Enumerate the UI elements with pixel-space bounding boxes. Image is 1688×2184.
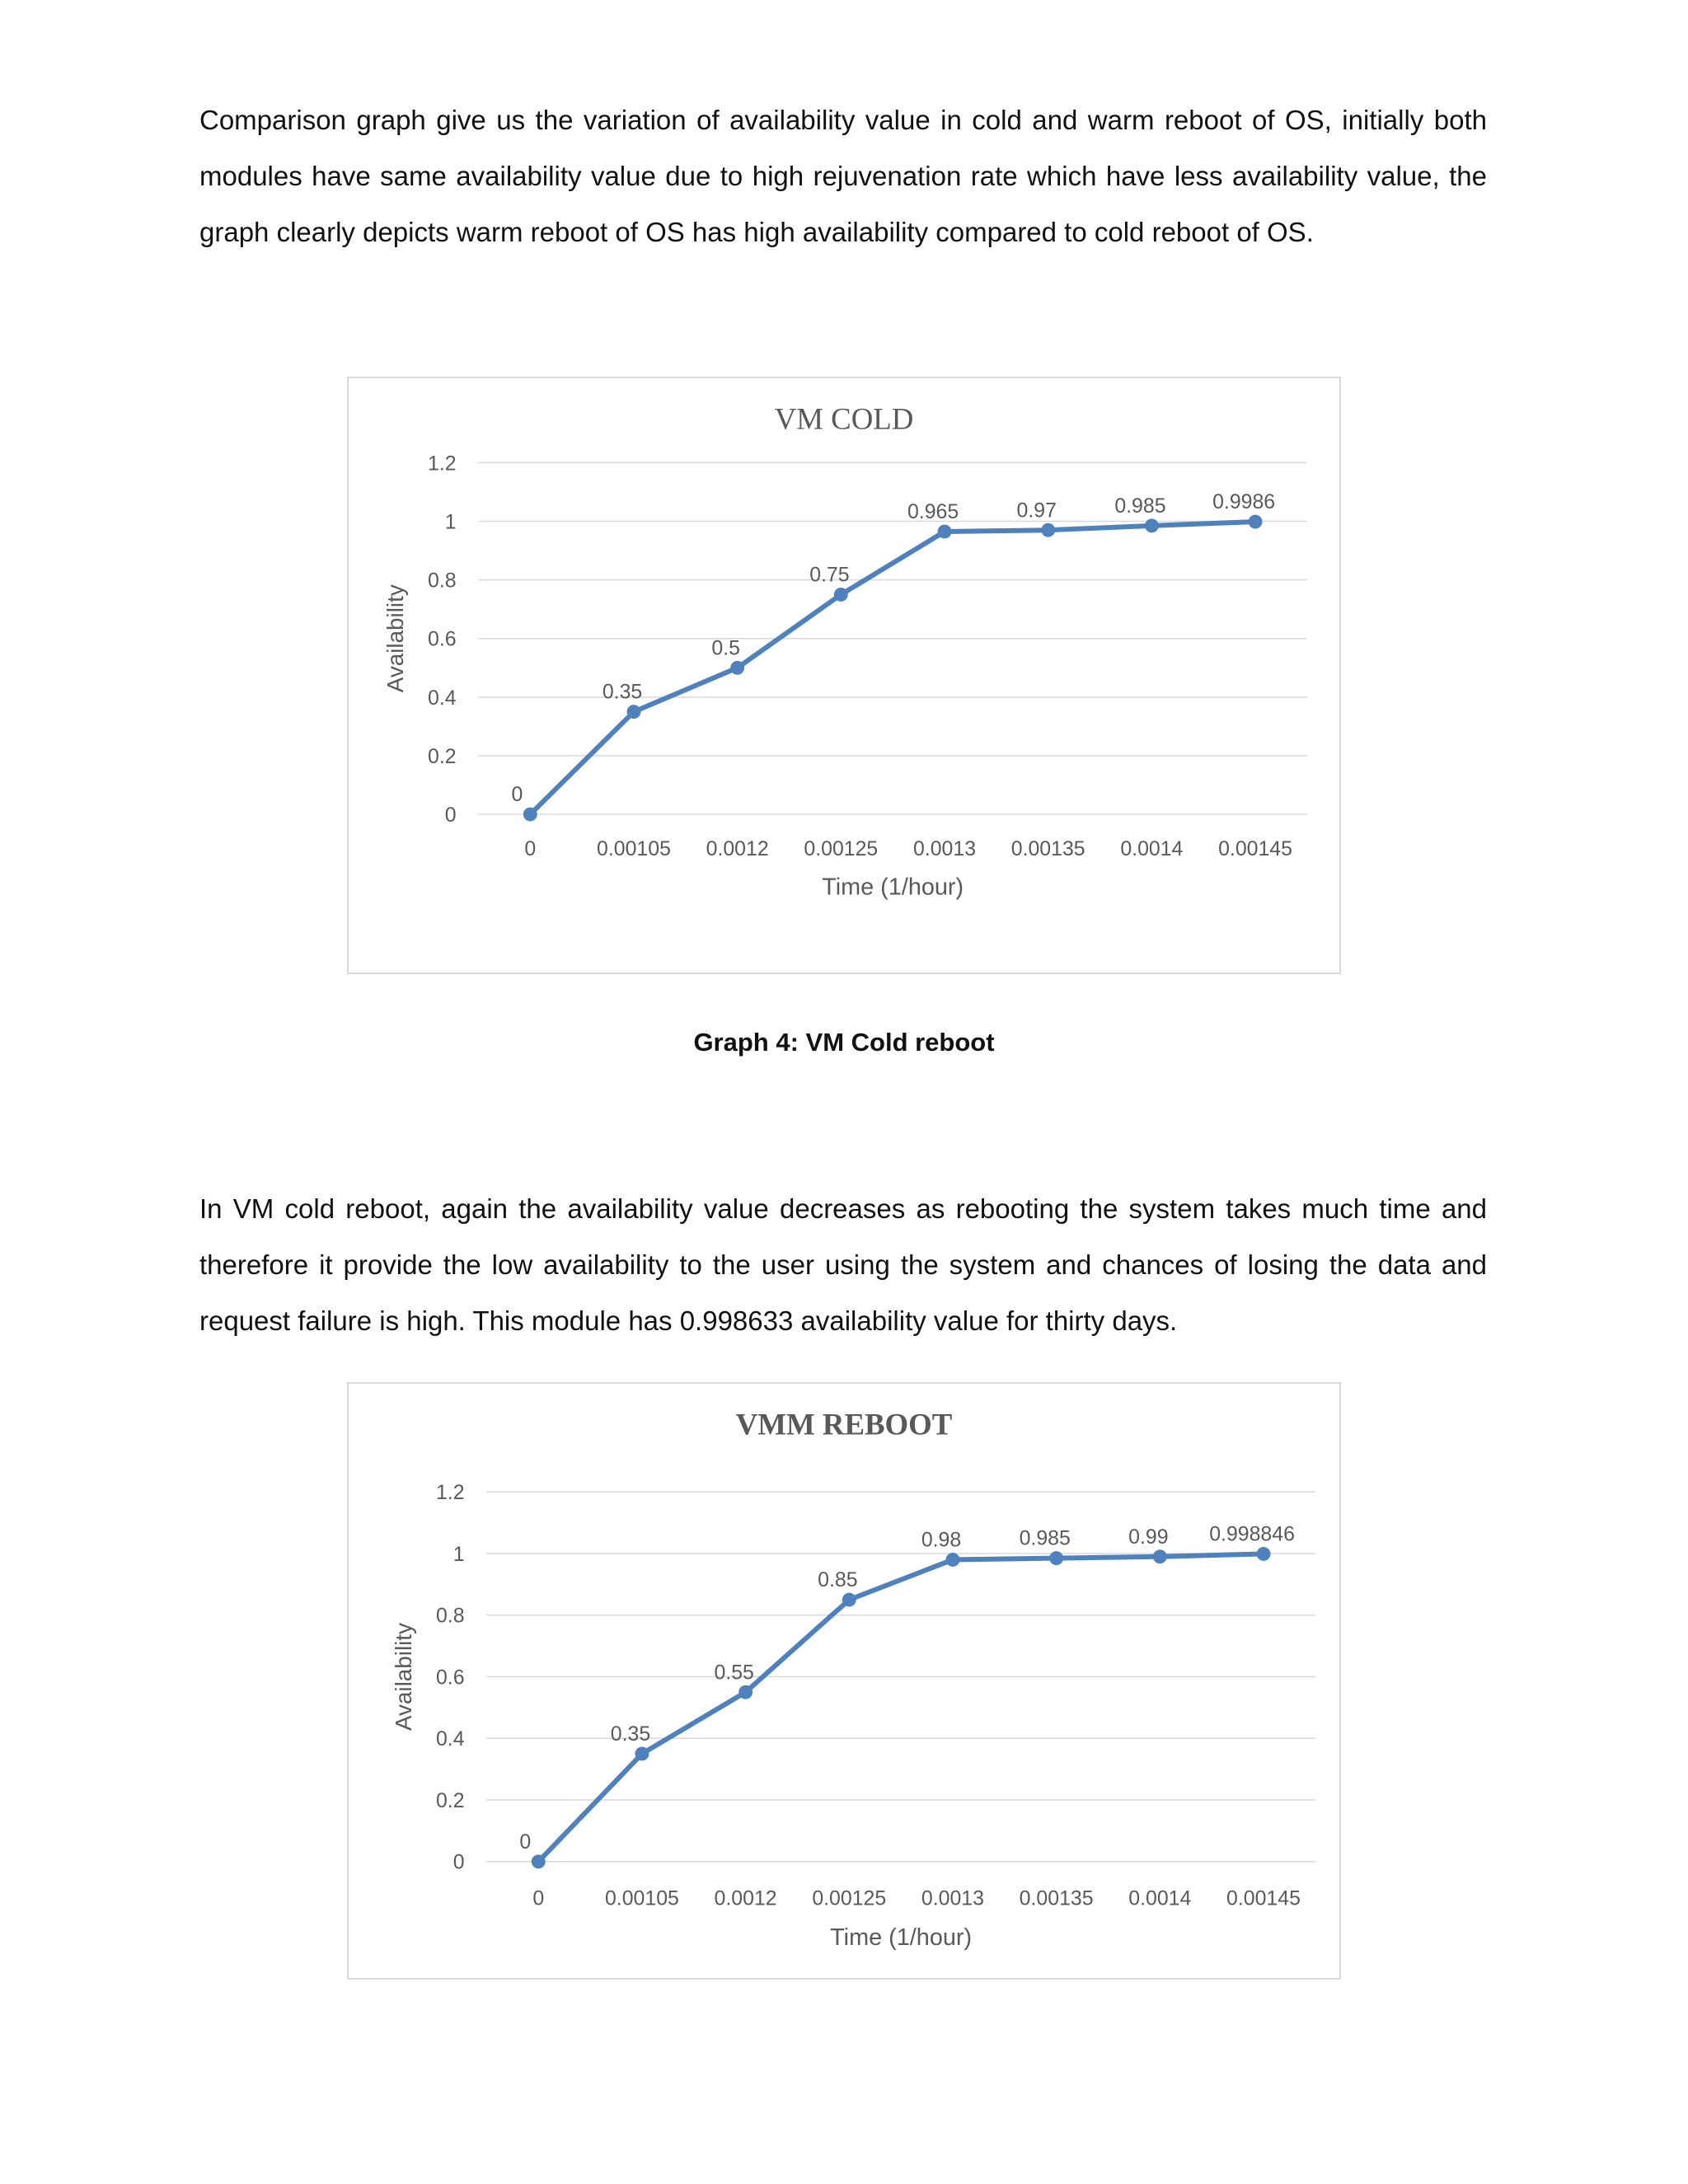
data-point [1249, 515, 1263, 529]
x-tick-label: 0.0012 [706, 837, 769, 860]
data-point [946, 1553, 960, 1567]
y-tick-label: 0.2 [435, 1788, 465, 1812]
x-tick-label: 0.00125 [812, 1886, 887, 1910]
data-point [842, 1593, 856, 1607]
x-tick-label: 0.0012 [714, 1886, 777, 1910]
data-point [938, 525, 952, 539]
x-tick-label: 0.0014 [1120, 837, 1184, 860]
y-tick-label: 0.4 [428, 686, 457, 710]
data-point [627, 705, 641, 719]
y-tick-label: 1 [444, 510, 457, 534]
x-tick-label: 0 [532, 1886, 545, 1910]
data-label: 0.985 [1114, 494, 1166, 518]
figure-caption: Graph 4: VM Cold reboot [693, 1028, 995, 1057]
x-tick-label: 0.0014 [1128, 1886, 1192, 1910]
data-label: 0.5 [711, 636, 741, 660]
y-tick-label: 1.2 [428, 452, 457, 476]
data-point [834, 588, 848, 602]
data-label: 0 [519, 1830, 532, 1854]
y-tick-label: 0.2 [428, 744, 457, 768]
vm-cold-chart [347, 377, 1341, 974]
body-paragraph-2: In VM cold reboot, again the availability value decreases as rebooting the system takes much time and therefore it provide the low availability to the user using the system and chances of losing the data and request failure is high. This module has 0.998633 availability value for thirty days. [199, 1193, 1487, 1336]
y-axis-label: Availability [382, 584, 408, 693]
data-label: 0.98 [921, 1528, 962, 1552]
vmm-reboot-chart-svg [349, 1384, 1339, 1978]
x-tick-label: 0.00105 [604, 1886, 679, 1910]
y-tick-label: 0 [452, 1850, 465, 1874]
data-point [523, 808, 537, 822]
chart-title: VMM REBOOT [735, 1407, 953, 1441]
data-point [1257, 1547, 1271, 1561]
vmm-reboot-chart [347, 1382, 1341, 1980]
vm-cold-chart-svg [349, 378, 1339, 972]
x-tick-label: 0.00145 [1226, 1886, 1301, 1910]
data-point [532, 1854, 546, 1868]
x-tick-label: 0.0013 [921, 1886, 984, 1910]
data-point [738, 1685, 753, 1699]
data-label: 0.85 [818, 1568, 858, 1592]
data-label: 0.75 [809, 563, 850, 587]
data-point [730, 661, 744, 675]
data-label: 0.9986 [1212, 490, 1276, 514]
data-label: 0 [511, 783, 523, 807]
data-label: 0.55 [714, 1661, 754, 1685]
y-tick-label: 0.8 [428, 569, 457, 593]
data-label: 0.998846 [1209, 1522, 1295, 1546]
y-tick-label: 1 [452, 1542, 465, 1566]
x-tick-label: 0.0013 [912, 837, 977, 860]
series-line [530, 522, 1255, 814]
data-point [1049, 1551, 1063, 1565]
data-label: 0.965 [907, 500, 959, 524]
data-label: 0.985 [1019, 1526, 1071, 1550]
data-point [1145, 518, 1159, 532]
y-tick-label: 0 [444, 804, 457, 827]
body-paragraph-1: Comparison graph give us the variation of availability value in cold and warm reboot of OS, initially both modules have same availability value due to high rejuvenation rate which have less availability value, the graph clearly depicts warm reboot of OS has high availability compared to cold reboot of OS. [199, 105, 1487, 247]
x-tick-label: 0 [524, 837, 537, 860]
y-axis-label: Availability [390, 1623, 416, 1732]
data-label: 0.99 [1128, 1525, 1169, 1549]
x-tick-label: 0.00145 [1218, 837, 1292, 860]
y-tick-label: 0.4 [435, 1727, 465, 1751]
y-tick-label: 0.8 [435, 1604, 465, 1628]
x-axis-label: Time (1/hour) [822, 874, 964, 901]
x-tick-label: 0.00135 [1010, 837, 1085, 860]
x-tick-label: 0.00105 [597, 837, 671, 860]
data-label: 0.97 [1016, 499, 1057, 523]
y-tick-label: 0.6 [435, 1666, 465, 1690]
data-label: 0.35 [610, 1722, 651, 1746]
x-axis-label: Time (1/hour) [830, 1924, 973, 1952]
data-label: 0.35 [602, 680, 643, 704]
series-line [538, 1554, 1264, 1861]
y-tick-label: 1.2 [435, 1481, 465, 1505]
x-tick-label: 0.00125 [804, 837, 879, 860]
x-tick-label: 0.00135 [1019, 1886, 1094, 1910]
data-point [635, 1747, 649, 1761]
data-point [1153, 1549, 1167, 1563]
data-point [1041, 523, 1055, 537]
y-tick-label: 0.6 [428, 627, 457, 651]
chart-title: VM COLD [774, 401, 914, 436]
